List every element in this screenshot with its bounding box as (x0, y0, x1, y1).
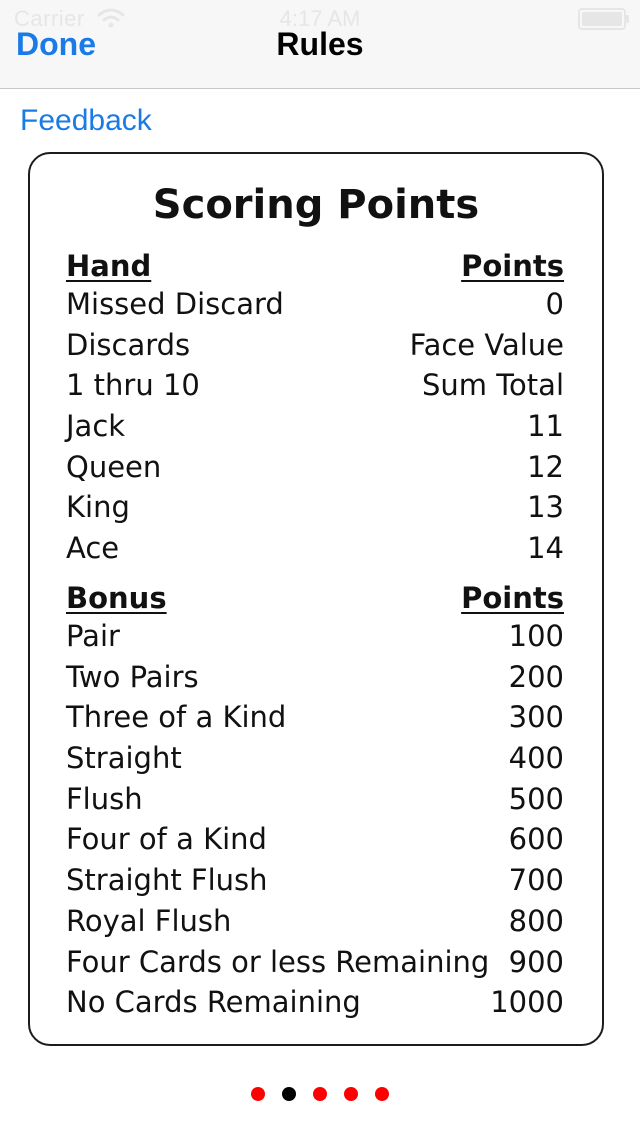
row-value: Face Value (409, 327, 564, 362)
row-label: No Cards Remaining (66, 985, 361, 1020)
hand-points-header: Points (461, 249, 564, 283)
bonus-header-row (66, 578, 564, 616)
bonus-row (66, 657, 564, 698)
row-value: 300 (508, 700, 564, 735)
bonus-row (66, 738, 564, 779)
row-label: Two Pairs (66, 659, 199, 694)
bonus-row (66, 819, 564, 860)
bonus-header-label: Bonus (66, 581, 167, 615)
bonus-row (66, 860, 564, 901)
hand-row (66, 528, 564, 569)
row-label: Pair (66, 619, 120, 653)
page-dot-2-current[interactable] (282, 1087, 296, 1101)
page-dot-4[interactable] (344, 1087, 358, 1101)
card-title: Scoring Points (152, 182, 480, 228)
bonus-row (66, 697, 564, 738)
done-button[interactable]: Done (16, 26, 96, 62)
carrier-label: Carrier (14, 6, 85, 31)
row-value: 11 (527, 409, 564, 444)
row-label: Straight Flush (66, 863, 268, 898)
hand-section (66, 246, 564, 569)
status-bar (0, 0, 640, 40)
hand-row (66, 365, 564, 406)
hand-row (66, 487, 564, 528)
row-value: 12 (527, 449, 564, 484)
hand-row (66, 284, 564, 325)
row-label: Three of a Kind (66, 700, 287, 735)
row-label: 1 thru 10 (66, 368, 200, 403)
row-value: 500 (508, 781, 564, 816)
row-value: 700 (508, 863, 564, 898)
row-label: Royal Flush (66, 903, 232, 938)
bonus-points-header: Points (461, 581, 564, 615)
row-value: 400 (508, 741, 564, 776)
row-label: Missed Discard (66, 287, 284, 321)
page-dot-1[interactable] (251, 1087, 265, 1101)
battery-icon (578, 8, 630, 30)
row-label: Jack (66, 409, 126, 444)
hand-row (66, 406, 564, 447)
row-value: 13 (527, 490, 564, 525)
row-label: Four of a Kind (66, 822, 267, 857)
row-label: Straight (66, 741, 182, 776)
page-dot-3[interactable] (313, 1087, 327, 1101)
row-value: 800 (508, 903, 564, 938)
feedback-link[interactable]: Feedback (20, 104, 152, 137)
row-label: King (66, 490, 130, 525)
hand-header-row (66, 246, 564, 284)
page-indicator[interactable] (0, 1087, 640, 1101)
row-value: 100 (508, 619, 564, 653)
row-value: 900 (508, 944, 564, 979)
row-label: Discards (66, 327, 191, 362)
scoring-points-card (28, 152, 604, 1046)
status-time: 4:17 AM (279, 6, 361, 31)
row-value: 1000 (490, 985, 564, 1020)
row-value: 0 (545, 287, 564, 321)
bonus-row (66, 779, 564, 820)
bonus-section (66, 578, 564, 1023)
hand-header-label: Hand (66, 249, 152, 283)
bonus-row (66, 982, 564, 1023)
row-value: 14 (527, 531, 564, 566)
row-label: Four Cards or less Remaining (66, 944, 490, 979)
page-dot-5[interactable] (375, 1087, 389, 1101)
row-label: Ace (66, 531, 120, 566)
navigation-bar (0, 0, 640, 89)
bonus-row (66, 942, 564, 983)
row-value: Sum Total (422, 368, 564, 403)
page-title: Rules (276, 26, 364, 62)
row-label: Flush (66, 781, 143, 816)
bonus-row (66, 616, 564, 657)
row-value: 600 (508, 822, 564, 857)
bonus-row (66, 901, 564, 942)
row-value: 200 (508, 659, 564, 694)
row-label: Queen (66, 449, 162, 484)
hand-row (66, 325, 564, 366)
hand-row (66, 447, 564, 488)
